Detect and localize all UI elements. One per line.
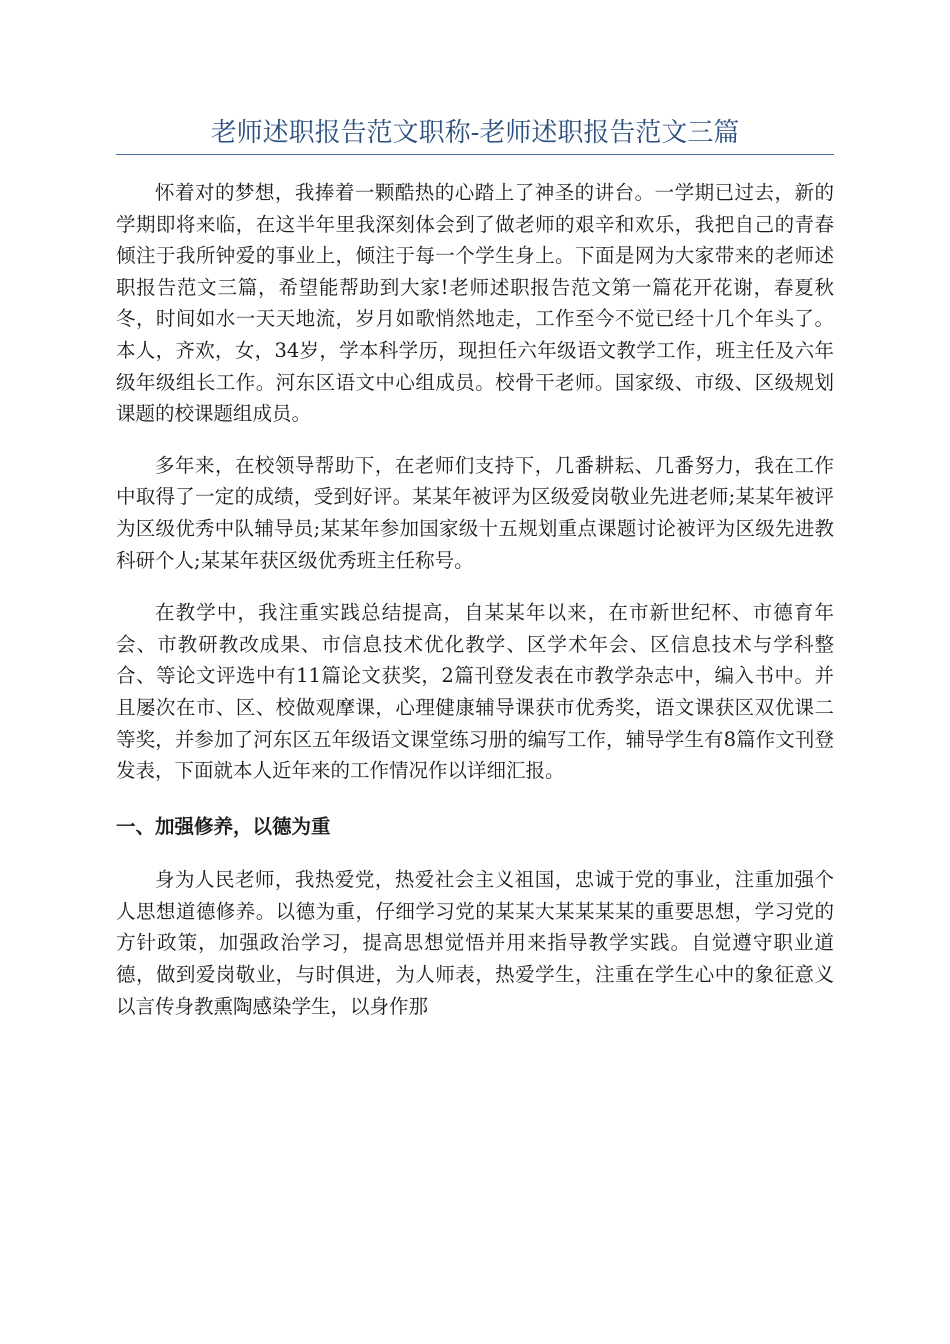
- paragraph-section-one: 身为人民老师，我热爱党，热爱社会主义祖国，忠诚于党的事业，注重加强个人思想道德修养。以德为重，仔细学习党的某某大某某某某的重要思想，学习党的方针政策，加强政治学习，提高思想觉悟并用来指导教学实践。自觉遵守职业道德，做到爱岗敬业，与时俱进，为人师表，热爱学生，注重在学生心中的象征意义以言传身教熏陶感染学生，以身作那: [116, 868, 834, 1018]
- title-underline: [116, 154, 834, 155]
- paragraph-achievements: 多年来，在校领导帮助下，在老师们支持下，几番耕耘、几番努力，我在工作中取得了一定的成绩，受到好评。某某年被评为区级爱岗敬业先进老师;某某年被评为区级优秀中队辅导员;某某年参加国家级十五规划重点课题讨论被评为区级先进教科研个人;某某年获区级优秀班主任称号。: [116, 453, 834, 572]
- paragraph-intro: 怀着对的梦想，我捧着一颗酷热的心踏上了神圣的讲台。一学期已过去，新的学期即将来临，在这半年里我深刻体会到了做老师的艰辛和欢乐，我把自己的青春倾注于我所钟爱的事业上，倾注于每一个学生身上。下面是网为大家带来的老师述职报告范文三篇，希望能帮助到大家!老师述职报告范文第一篇花开花谢，春夏秋冬，时间如水一天天地流，岁月如歌悄然地走，工作至今不觉已经十几个年头了。本人，齐欢，女，34岁，学本科学历，现担任六年级语文教学工作，班主任及六年级年级组长工作。河东区语文中心组成员。校骨干老师。国家级、市级、区级规划课题的校课题组成员。: [116, 181, 834, 426]
- paragraph-teaching: 在教学中，我注重实践总结提高，自某某年以来，在市新世纪杯、市德育年会、市教研教改成果、市信息技术优化教学、区学术年会、区信息技术与学科整合、等论文评选中有11篇论文获奖，2篇刊登发表在市教学杂志中，编入书中。并且屡次在市、区、校做观摩课，心理健康辅导课获市优秀奖，语文课获区双优课二等奖，并参加了河东区五年级语文课堂练习册的编写工作，辅导学生有8篇作文刊登发表，下面就本人近年来的工作情况作以详细汇报。: [116, 601, 834, 783]
- document-page: [116, 0, 834, 1022]
- document-title: 老师述职报告范文职称-老师述职报告范文三篇: [210, 118, 740, 148]
- section-heading: 一、加强修养，以德为重: [116, 814, 331, 838]
